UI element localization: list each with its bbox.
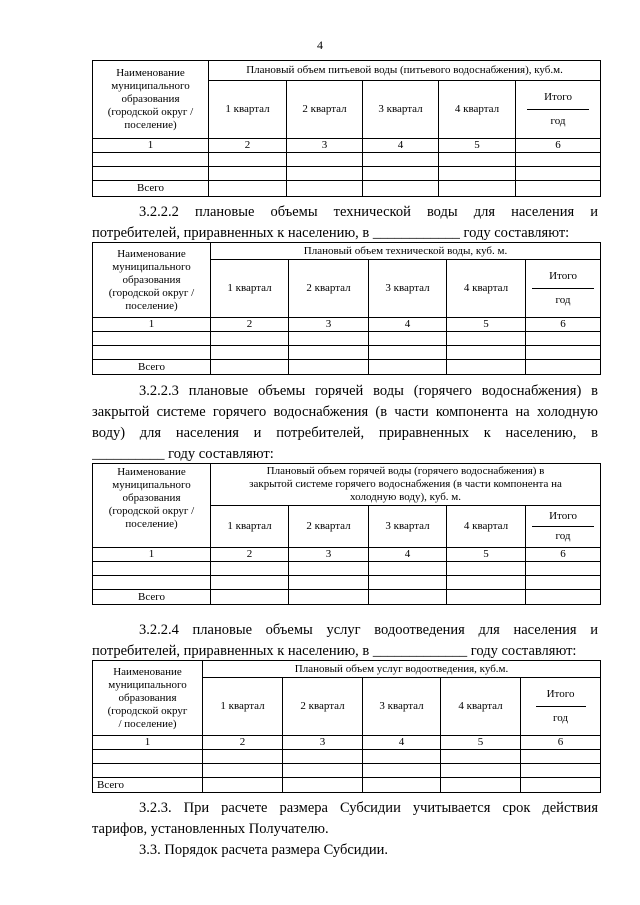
page-number: 4 (317, 38, 323, 52)
table-header: Плановый объем питьевой воды (питьевого водоснабжения), куб.м. (209, 61, 601, 81)
quarter-3: 3 квартал (369, 260, 447, 318)
paragraph-3-2-2-3: 3.2.2.3 плановые объемы горячей воды (горячего водоснабжения) в закрытой системе горячего водоснабжения (в части компонента на холодную воду) для населения и потребителей, приравненных к населению, в __________ году составляют: (92, 383, 598, 462)
quarter-4: 4 квартал (447, 260, 526, 318)
col-number: 3 (287, 139, 363, 153)
quarter-3: 3 квартал (363, 81, 439, 139)
paragraph-3-2-3: 3.2.3. При расчете размера Субсидии учитывается срок действия тарифов, установленных Получателю. (92, 800, 598, 837)
itogo-header: Итого год (516, 81, 601, 139)
col-number: 4 (369, 318, 447, 332)
itogo-header: Итого год (526, 260, 601, 318)
col-number: 1 (93, 139, 209, 153)
table-drinking-water (92, 60, 601, 197)
quarter-3: 3 квартал (369, 506, 447, 548)
first-col-header: Наименование муниципального образования (городской округ / поселение) (93, 61, 209, 139)
col-number: 6 (516, 139, 601, 153)
table-header: Плановый объем горячей воды (горячего водоснабжения) в закрытой системе горячего водоснабжения (в части компонента на холодную воду), куб. м. (211, 464, 601, 506)
quarter-2: 2 квартал (289, 506, 369, 548)
first-col-header: Наименование муниципального образования (городской округ / поселение) (93, 243, 211, 318)
col-number: 5 (447, 548, 526, 562)
col-number: 1 (93, 736, 203, 750)
table-technical-water (92, 242, 601, 375)
col-number: 5 (441, 736, 521, 750)
empty-cell (93, 153, 209, 167)
col-number: 2 (203, 736, 283, 750)
table-header: Плановый объем услуг водоотведения, куб.м. (203, 661, 601, 678)
paragraph-3-2-2-4: 3.2.2.4 плановые объемы услуг водоотведения для населения и потребителей, приравненных к населению, в _____________ году составляют: (92, 622, 598, 659)
first-col-header: Наименование муниципального образования (городской округ / поселение) (93, 464, 211, 548)
col-number: 4 (363, 736, 441, 750)
col-number: 3 (289, 318, 369, 332)
total-label: Всего (93, 181, 209, 197)
table-header: Плановый объем технической воды, куб. м. (211, 243, 601, 260)
quarter-1: 1 квартал (209, 81, 287, 139)
col-number: 5 (439, 139, 516, 153)
quarter-2: 2 квартал (287, 81, 363, 139)
total-label: Всего (93, 778, 203, 793)
col-number: 1 (93, 548, 211, 562)
col-number: 5 (447, 318, 526, 332)
col-number: 3 (289, 548, 369, 562)
itogo-header: Итого год (526, 506, 601, 548)
paragraph-3-3: 3.3. Порядок расчета размера Субсидии. (139, 842, 389, 858)
total-label: Всего (93, 360, 211, 375)
col-number: 6 (526, 548, 601, 562)
quarter-4: 4 квартал (447, 506, 526, 548)
col-number: 2 (211, 548, 289, 562)
paragraph-3-2-2-2: 3.2.2.2 плановые объемы технической воды для населения и потребителей, приравненных к населению, в ____________ году составляют: (92, 204, 598, 241)
quarter-4: 4 квартал (441, 678, 521, 736)
quarter-1: 1 квартал (203, 678, 283, 736)
col-number: 3 (283, 736, 363, 750)
col-number: 4 (369, 548, 447, 562)
total-label: Всего (93, 590, 211, 605)
quarter-4: 4 квартал (439, 81, 516, 139)
col-number: 2 (209, 139, 287, 153)
table-wastewater (92, 660, 601, 793)
quarter-1: 1 квартал (211, 260, 289, 318)
itogo-header: Итого год (521, 678, 601, 736)
quarter-2: 2 квартал (289, 260, 369, 318)
quarter-2: 2 квартал (283, 678, 363, 736)
col-number: 6 (521, 736, 601, 750)
quarter-1: 1 квартал (211, 506, 289, 548)
col-number: 6 (526, 318, 601, 332)
col-number: 4 (363, 139, 439, 153)
table-hot-water (92, 463, 601, 605)
col-number: 2 (211, 318, 289, 332)
quarter-3: 3 квартал (363, 678, 441, 736)
col-number: 1 (93, 318, 211, 332)
first-col-header: Наименование муниципального образования (городской округ / поселение) (93, 661, 203, 736)
